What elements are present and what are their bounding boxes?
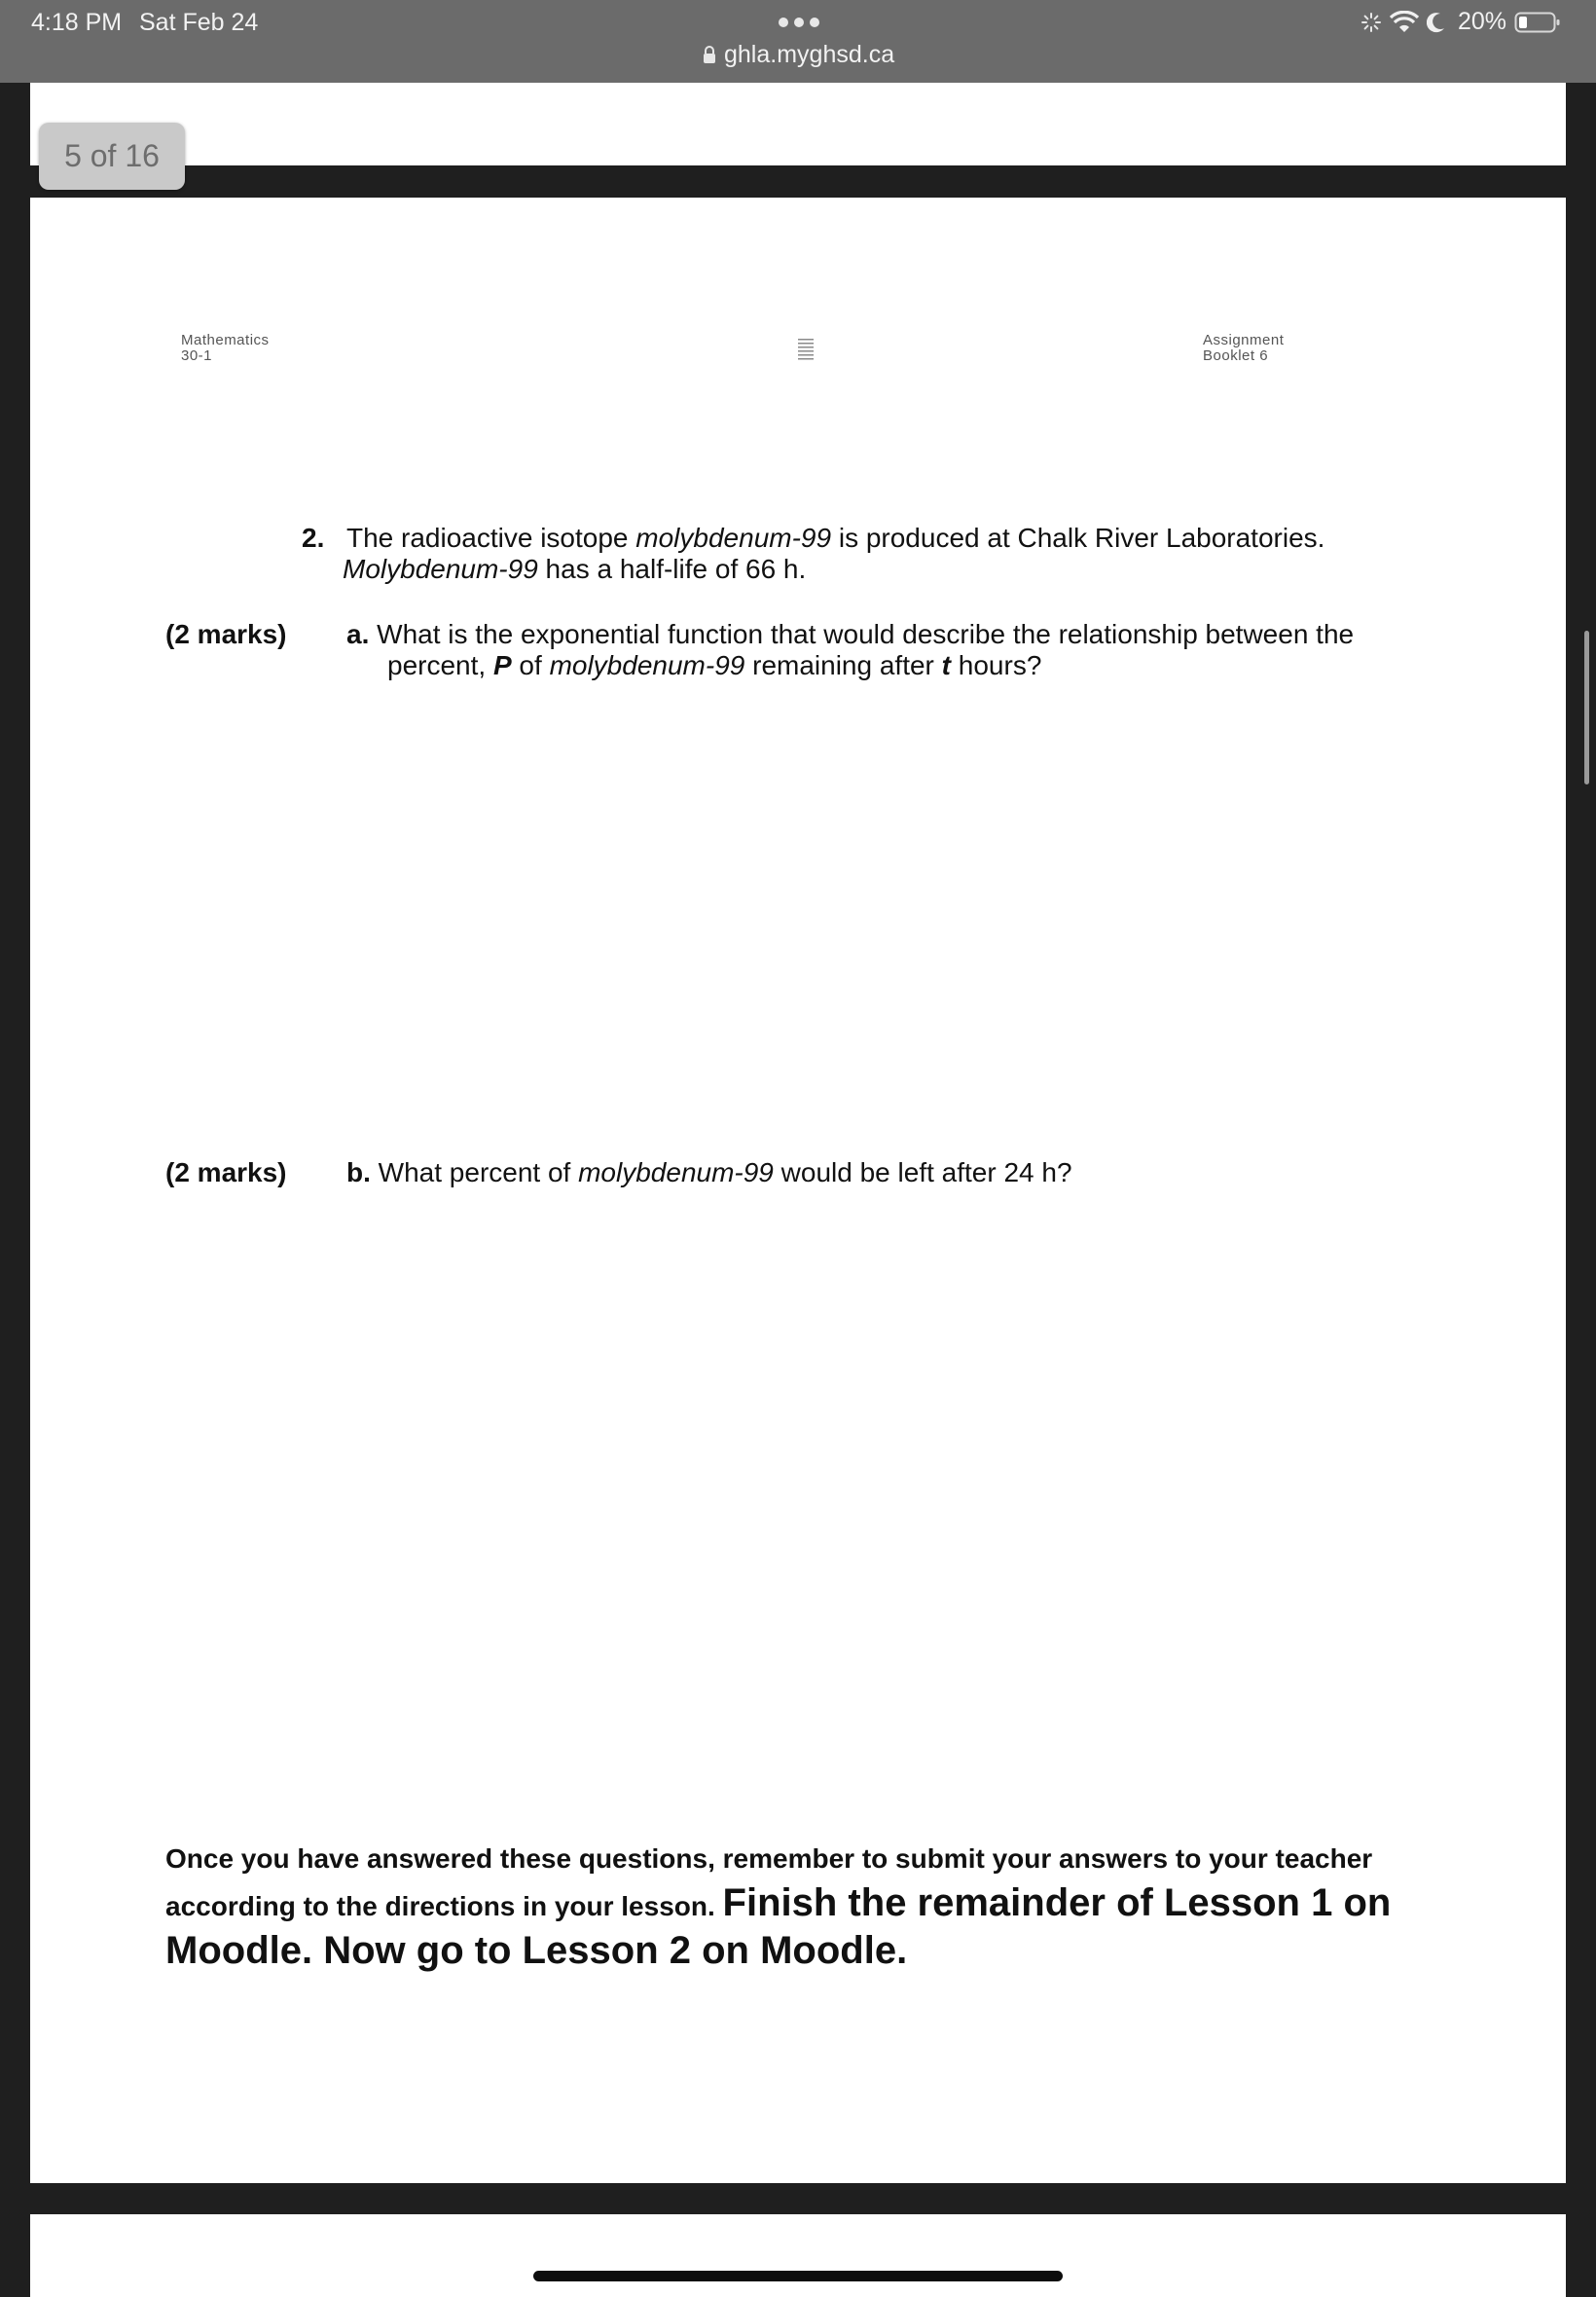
more-dots-icon[interactable] — [777, 16, 821, 29]
home-indicator[interactable] — [533, 2271, 1063, 2281]
page-counter: 5 of 16 — [39, 123, 185, 190]
status-time: 4:18 PM — [31, 9, 123, 36]
header-course: Mathematics — [181, 332, 270, 348]
header-booklet-number: Booklet 6 — [1203, 347, 1269, 364]
part-b-text: b. What percent of molybdenum-99 would be left after 24 h? — [346, 1157, 1072, 1187]
address-bar[interactable] — [703, 41, 894, 69]
status-date: Sat Feb 24 — [139, 9, 259, 36]
lock-icon — [703, 46, 716, 64]
moon-icon — [1427, 12, 1446, 33]
status-icons — [1360, 8, 1561, 36]
closing-instructions: Once you have answered these questions, remember to submit your answers to your teacher according to the directions in your lesson. Finish the remainder of Lesson 1 on Moodle. Now go to Lesson 2 on Moodle. — [165, 1843, 1392, 1972]
header-barcode-icon — [798, 337, 814, 362]
part-b-marks: (2 marks) — [165, 1157, 287, 1187]
scrollbar-thumb[interactable] — [1584, 631, 1589, 784]
document-page — [30, 198, 1566, 2183]
battery-icon — [1514, 11, 1561, 34]
header-booklet-title: Assignment — [1203, 332, 1285, 348]
activity-spinner-icon — [1360, 12, 1382, 33]
url-text: ghla.myghsd.ca — [724, 41, 895, 68]
wifi-icon — [1390, 11, 1419, 34]
header-left — [181, 333, 270, 364]
part-a-marks: (2 marks) — [165, 619, 287, 649]
question-number: 2. — [302, 523, 325, 553]
header-right — [1203, 333, 1284, 364]
previous-page — [30, 83, 1566, 165]
header-course-number: 30-1 — [181, 347, 213, 364]
question-text: The radioactive isotope molybdenum-99 is produced at Chalk River Laboratories. Molybdenum-99 has a half-life of 66 h. — [343, 523, 1325, 584]
status-bar — [0, 0, 1596, 83]
next-page — [30, 2214, 1566, 2297]
battery-percent: 20% — [1458, 8, 1507, 35]
part-a-text: a. What is the exponential function that would describe the relationship between the percent, P of molybdenum-99 remaining after t hours? — [346, 619, 1355, 680]
